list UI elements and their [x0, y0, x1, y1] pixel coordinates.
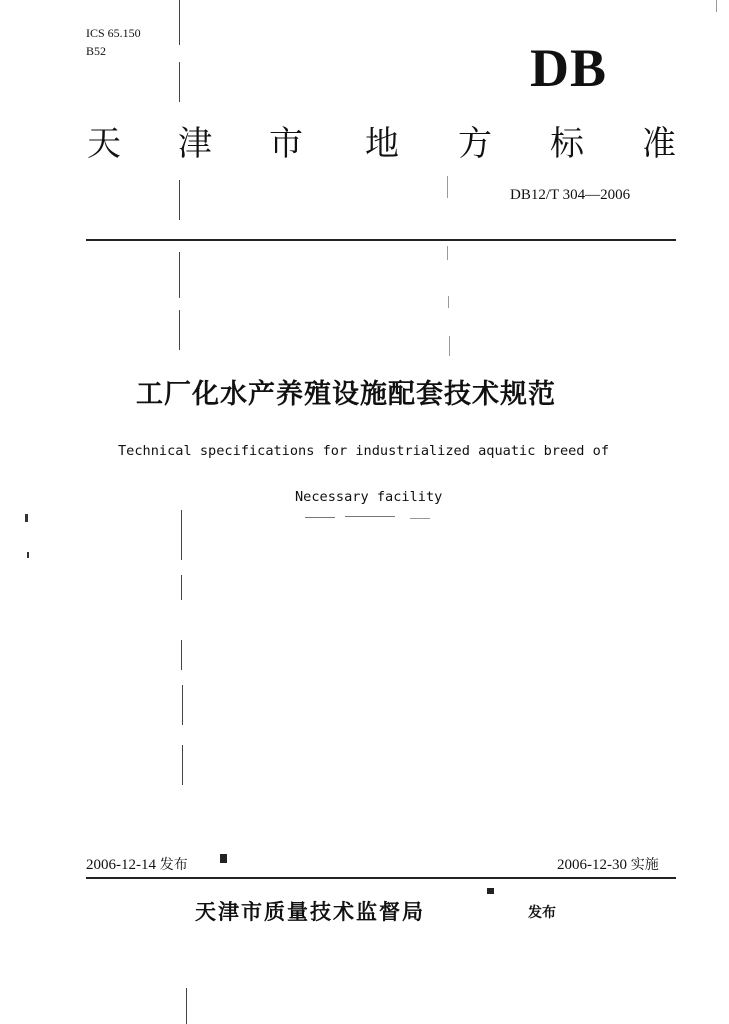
scan-artifact-speck	[487, 888, 494, 894]
standard-type-char: 标	[550, 124, 584, 164]
scan-artifact-line	[182, 745, 183, 785]
publisher-suffix: 发布	[528, 905, 556, 921]
scan-artifact-line	[179, 62, 180, 102]
scan-artifact-line	[179, 252, 180, 298]
standard-code: DB12/T 304—2006	[510, 187, 631, 203]
scan-artifact-line	[181, 640, 182, 670]
scan-artifact-line	[179, 310, 180, 350]
effective-date: 2006-12-30	[557, 857, 627, 873]
ics-code: ICS 65.150	[86, 26, 141, 40]
standard-type-char: 准	[642, 124, 676, 164]
scan-artifact-speck	[25, 514, 28, 522]
scan-artifact-line	[181, 510, 182, 560]
standard-type-char: 市	[269, 124, 303, 164]
footer-divider	[86, 877, 676, 879]
english-title-line-1: Technical specifications for industrialized aquatic breed of	[118, 443, 610, 459]
scan-artifact-line	[179, 180, 180, 220]
effective-label: 实施	[630, 857, 659, 873]
scan-artifact-speck	[305, 517, 335, 518]
header-divider	[86, 239, 676, 241]
scan-artifact-line	[447, 246, 448, 260]
scan-artifact-line	[181, 575, 182, 600]
scan-artifact-line	[716, 0, 717, 12]
scan-artifact-speck	[220, 854, 227, 863]
effective-date-line	[557, 856, 659, 874]
category-code: B52	[86, 44, 107, 58]
standard-type-char: 方	[458, 124, 492, 164]
standard-type-char: 地	[365, 124, 399, 164]
publisher-name: 天津市质量技术监督局	[195, 900, 425, 924]
scan-artifact-line	[182, 685, 183, 725]
scan-artifact-line	[447, 176, 448, 198]
scan-artifact-line	[179, 0, 180, 45]
issue-date: 2006-12-14	[86, 857, 156, 873]
standard-type-char: 天	[87, 124, 121, 164]
english-title-line-2: Necessary facility	[295, 489, 443, 505]
issue-date-line	[86, 856, 188, 874]
db-logo: DB	[530, 38, 608, 98]
scan-artifact-speck	[345, 516, 395, 517]
standard-type-char: 津	[178, 124, 212, 164]
scan-artifact-line	[186, 988, 187, 1024]
scan-artifact-line	[448, 296, 449, 308]
scan-artifact-line	[449, 336, 450, 356]
scan-artifact-speck	[410, 518, 430, 519]
scan-artifact-speck	[27, 552, 29, 558]
issue-label: 发布	[159, 857, 188, 873]
chinese-title: 工厂化水产养殖设施配套技术规范	[136, 379, 556, 410]
